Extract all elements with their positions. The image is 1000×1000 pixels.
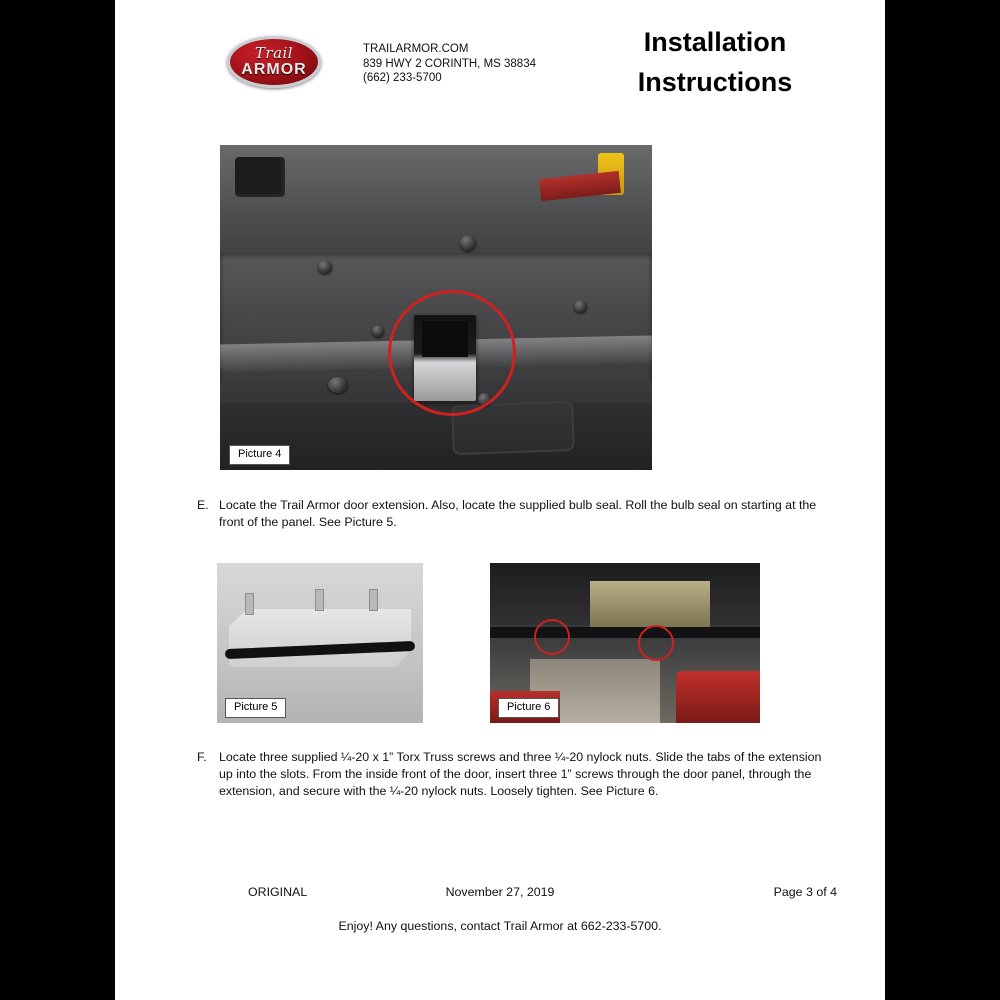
caption-picture-4: Picture 4 [229,445,290,465]
document-header [115,0,885,115]
step-e-letter: E. [197,498,209,512]
photo-bolt-hole [318,260,332,274]
photo-bolt-hole [328,377,348,393]
photo-red-seat-right [676,671,760,723]
figure-picture-4 [220,145,652,470]
caption-picture-6: Picture 6 [498,698,559,718]
annotation-circle-icon [534,619,570,655]
company-address: 839 HWY 2 CORINTH, MS 38834 [363,57,536,70]
photo-bolt-hole [574,300,587,313]
footer-revision: ORIGINAL [248,885,308,899]
photo-window-opening [590,581,710,627]
document-page [115,0,885,1000]
annotation-circle-icon [388,290,516,416]
photo-extension-tab [315,589,324,611]
caption-picture-5: Picture 5 [225,698,286,718]
footer-note: Enjoy! Any questions, contact Trail Armor at 662-233-5700. [338,919,662,933]
page-title [545,22,885,102]
page-title-line1: Installation [643,27,787,57]
logo-word-text: ARMOR [241,61,307,78]
annotation-circle-icon [638,625,674,661]
photo-extension-tab [245,593,254,615]
step-f [197,749,837,800]
footer-date: November 27, 2019 [445,885,555,899]
company-phone: (662) 233-5700 [363,72,442,84]
photo-door-extension [229,609,411,667]
footer-page-number: Page 3 of 4 [773,885,837,899]
step-f-text: Locate three supplied ¼-20 x 1” Torx Truss screws and three ¼-20 nylock nuts. Slide the tabs of the extension up into the slots. From the inside front of the door, insert three 1” screws through the door panel, through the extension, and secure with the ¼-20 nylock nuts. Loosely tighten. See Picture 6. [219,750,822,798]
photo-bolt-hole [372,325,384,337]
photo-extension-tab [369,589,378,611]
photo-door-bar [490,627,760,638]
company-info [363,42,536,86]
photo-bolt-hole [460,235,476,251]
company-website: TRAILARMOR.COM [363,43,469,55]
step-e [197,497,817,531]
page-title-line2: Instructions [637,67,793,97]
photo-hook-part [235,157,285,197]
logo-script-text: Trail [254,44,294,62]
step-e-text: Locate the Trail Armor door extension. Also, locate the supplied bulb seal. Roll the bulb seal on starting at the front of the panel. See Picture 5. [219,498,817,529]
step-f-letter: F. [197,750,207,764]
trail-armor-logo [227,36,321,88]
